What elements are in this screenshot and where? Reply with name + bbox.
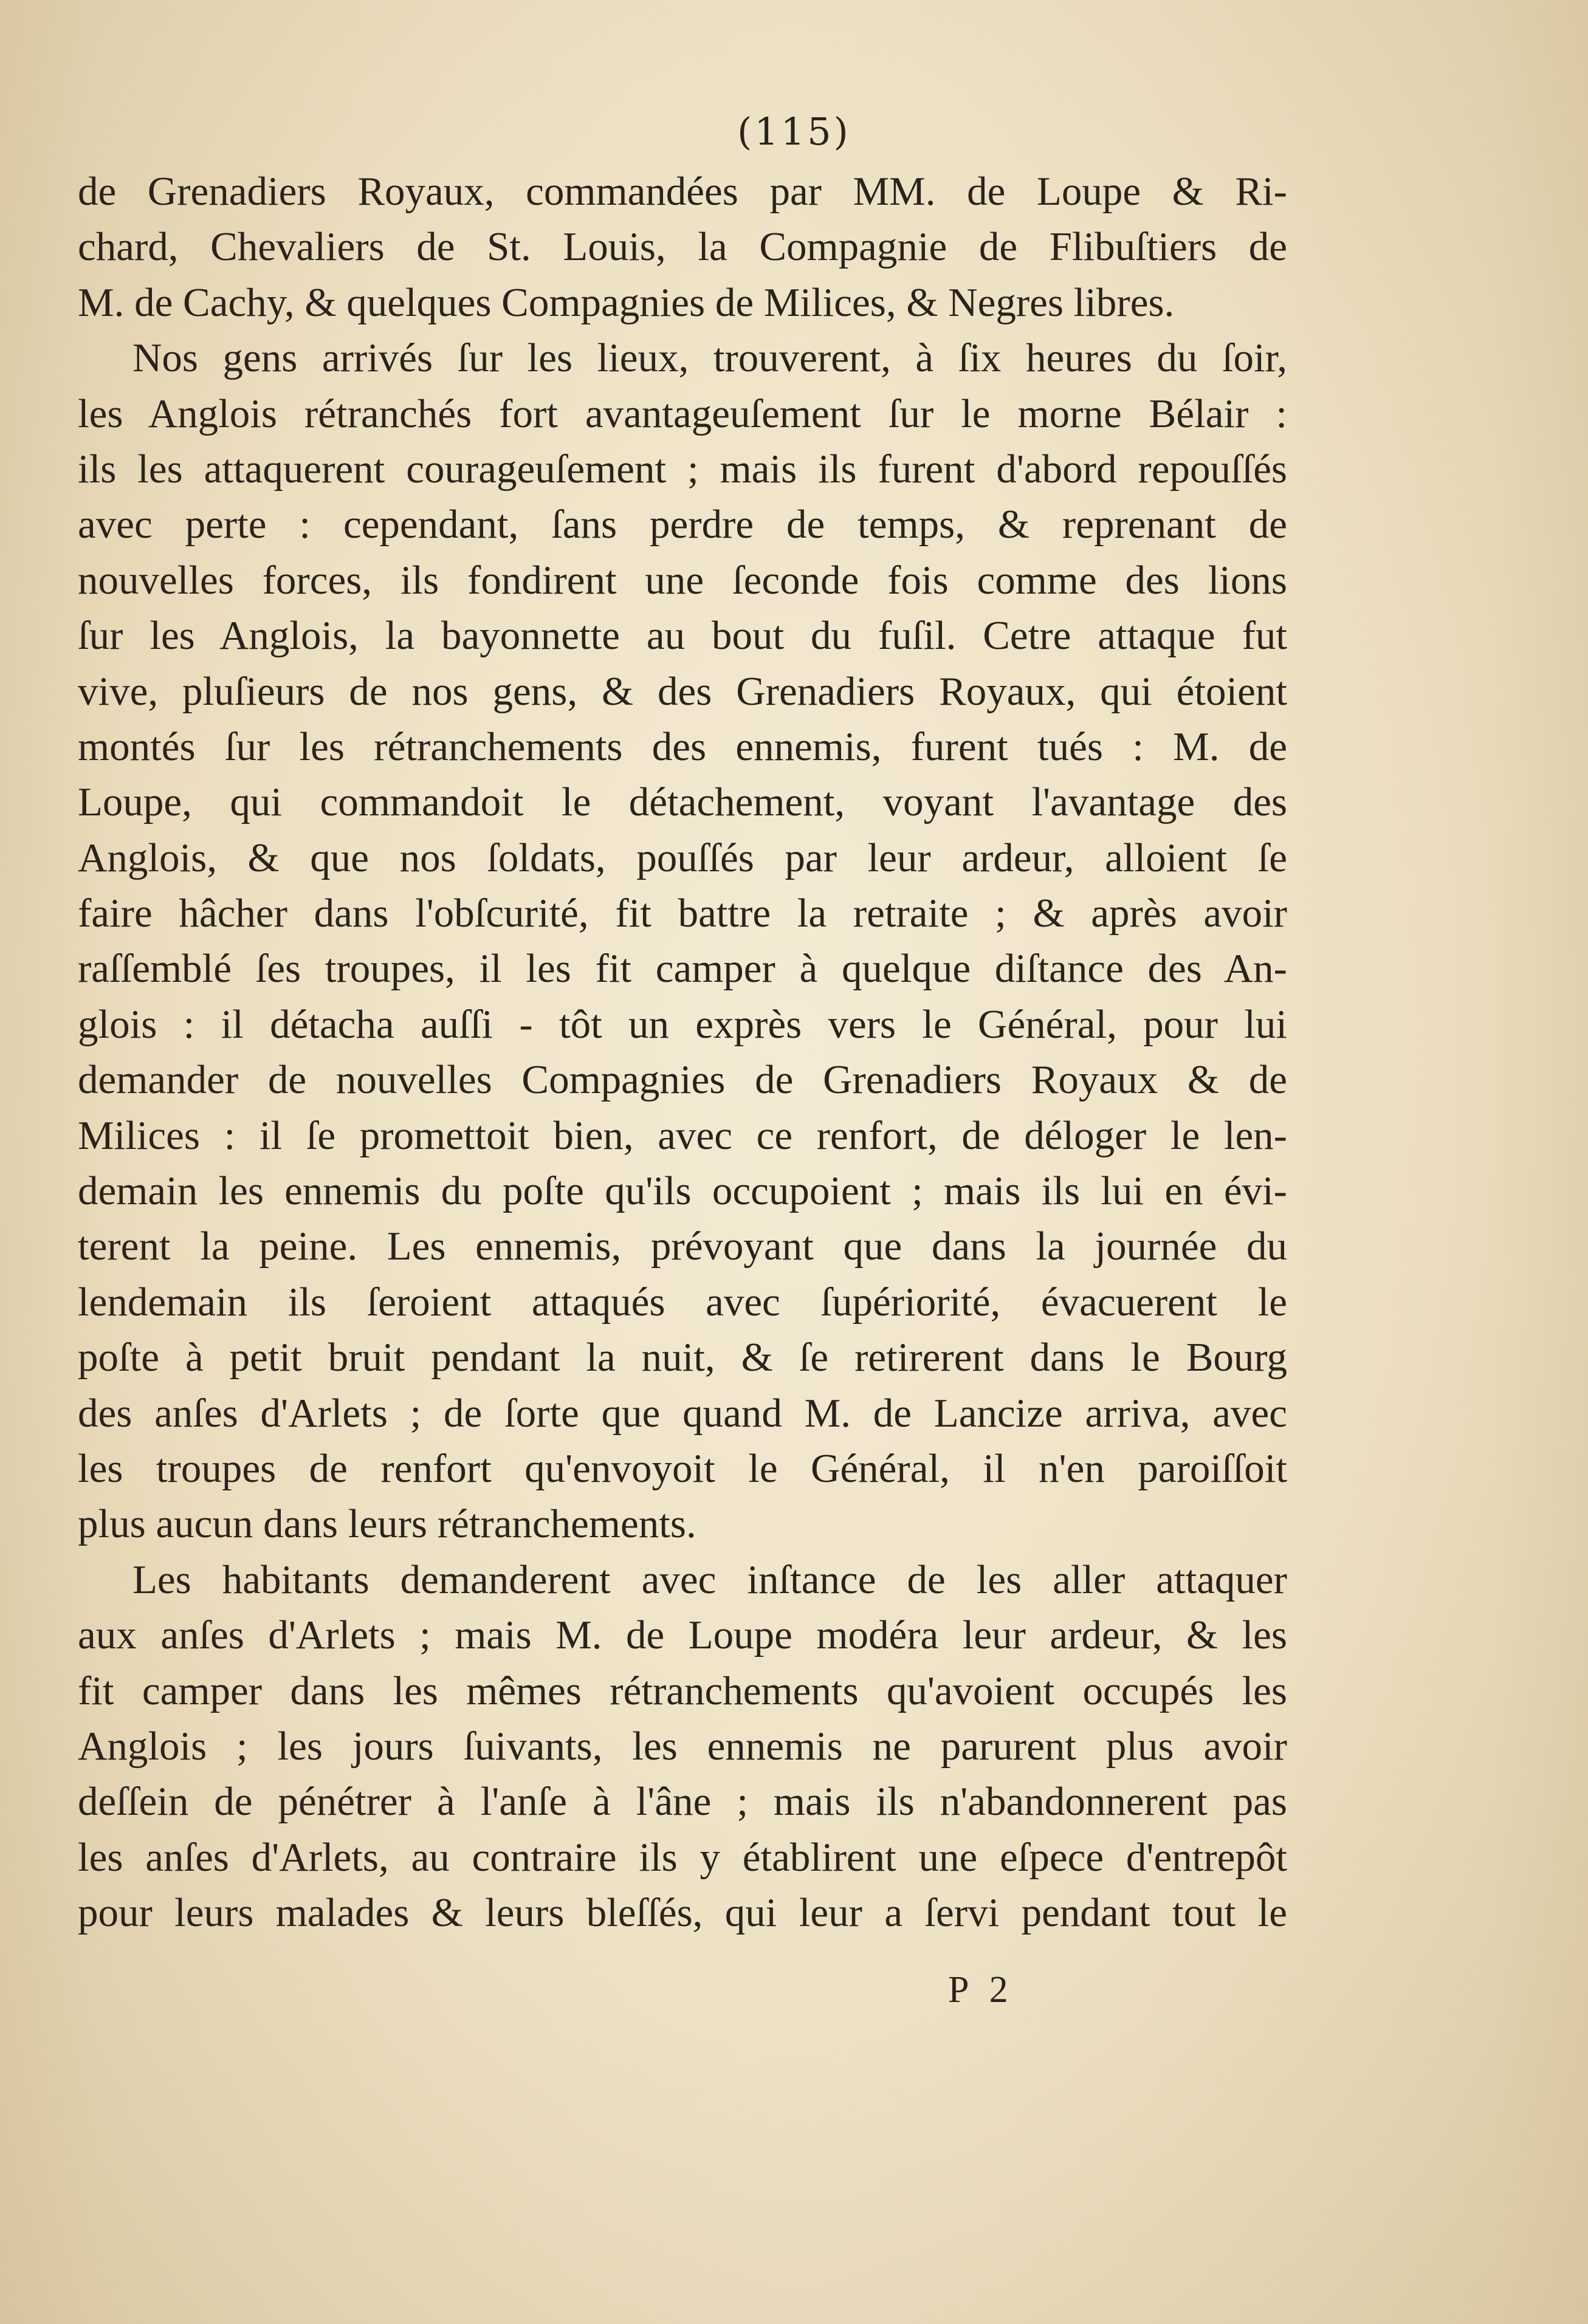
text-line: poſte à petit bruit pendant la nuit, & ſe retirerent dans le Bourg	[78, 1335, 1287, 1380]
text-line: ſur les Anglois, la bayonnette au bout du fuſil. Cetre attaque fut	[78, 613, 1287, 659]
body-text	[78, 164, 1287, 1941]
text-line: fit camper dans les mêmes rétranchements qu'avoient occupés les	[78, 1668, 1287, 1713]
text-line: faire hâcher dans l'obſcurité, fit battre la retraite ; & après avoir	[78, 891, 1287, 936]
text-line: M. de Cachy, & quelques Compagnies de Milices, & Negres libres.	[78, 279, 1175, 325]
text-line: Anglois ; les jours ſuivants, les ennemis ne parurent plus avoir	[78, 1723, 1287, 1769]
text-line: aux anſes d'Arlets ; mais M. de Loupe modéra leur ardeur, & les	[78, 1613, 1287, 1658]
text-line: les anſes d'Arlets, au contraire ils y établirent une eſpece d'entrepôt	[78, 1834, 1287, 1880]
text-line: raſſemblé ſes troupes, il les fit camper à quelque diſtance des An-	[78, 946, 1287, 992]
signature-mark: P 2	[948, 1969, 1014, 2010]
text-line: deſſein de pénétrer à l'anſe à l'âne ; mais ils n'abandonnerent pas	[78, 1779, 1287, 1825]
text-line: ils les attaquerent courageuſement ; mais ils furent d'abord repouſſés	[78, 446, 1287, 492]
text-line: Loupe, qui commandoit le détachement, voyant l'avantage des	[78, 780, 1287, 825]
text-line: chard, Chevaliers de St. Louis, la Compagnie de Flibuſtiers de	[78, 224, 1287, 270]
text-line: les troupes de renfort qu'envoyoit le Général, il n'en paroiſſoit	[78, 1445, 1287, 1491]
text-line: les Anglois rétranchés fort avantageuſement ſur le morne Bélair :	[78, 391, 1287, 436]
text-line: Anglois, & que nos ſoldats, pouſſés par leur ardeur, alloient ſe	[78, 835, 1287, 880]
text-line: demain les ennemis du poſte qu'ils occupoient ; mais ils lui en évi-	[78, 1168, 1287, 1214]
text-line: vive, pluſieurs de nos gens, & des Grenadiers Royaux, qui étoient	[78, 668, 1287, 714]
text-line: Nos gens arrivés ſur les lieux, trouverent, à ſix heures du ſoir,	[132, 335, 1287, 381]
text-line: glois : il détacha auſſi - tôt un exprès vers le Général, pour lui	[78, 1001, 1287, 1047]
text-line: nouvelles forces, ils fondirent une ſeconde fois comme des lions	[78, 557, 1287, 603]
text-line: Milices : il ſe promettoit bien, avec ce renfort, de déloger le len-	[78, 1112, 1287, 1158]
text-line: Les habitants demanderent avec inſtance de les aller attaquer	[132, 1557, 1287, 1602]
page-number: (115)	[737, 109, 851, 154]
text-line: plus aucun dans leurs rétranchements.	[78, 1501, 696, 1547]
text-line: des anſes d'Arlets ; de ſorte que quand M. de Lancize arriva, avec	[78, 1390, 1287, 1436]
text-line: terent la peine. Les ennemis, prévoyant que dans la journée du	[78, 1224, 1287, 1269]
text-line: demander de nouvelles Compagnies de Grenadiers Royaux & de	[78, 1057, 1287, 1103]
text-line: de Grenadiers Royaux, commandées par MM. de Loupe & Ri-	[78, 169, 1287, 214]
text-line: avec perte : cependant, ſans perdre de temps, & reprenant de	[78, 502, 1287, 547]
text-line: montés ſur les rétranchements des ennemis, furent tués : M. de	[78, 724, 1287, 769]
text-line: pour leurs malades & leurs bleſſés, qui leur a ſervi pendant tout le	[78, 1890, 1287, 1936]
text-line: lendemain ils ſeroient attaqués avec ſupériorité, évacuerent le	[78, 1279, 1287, 1325]
